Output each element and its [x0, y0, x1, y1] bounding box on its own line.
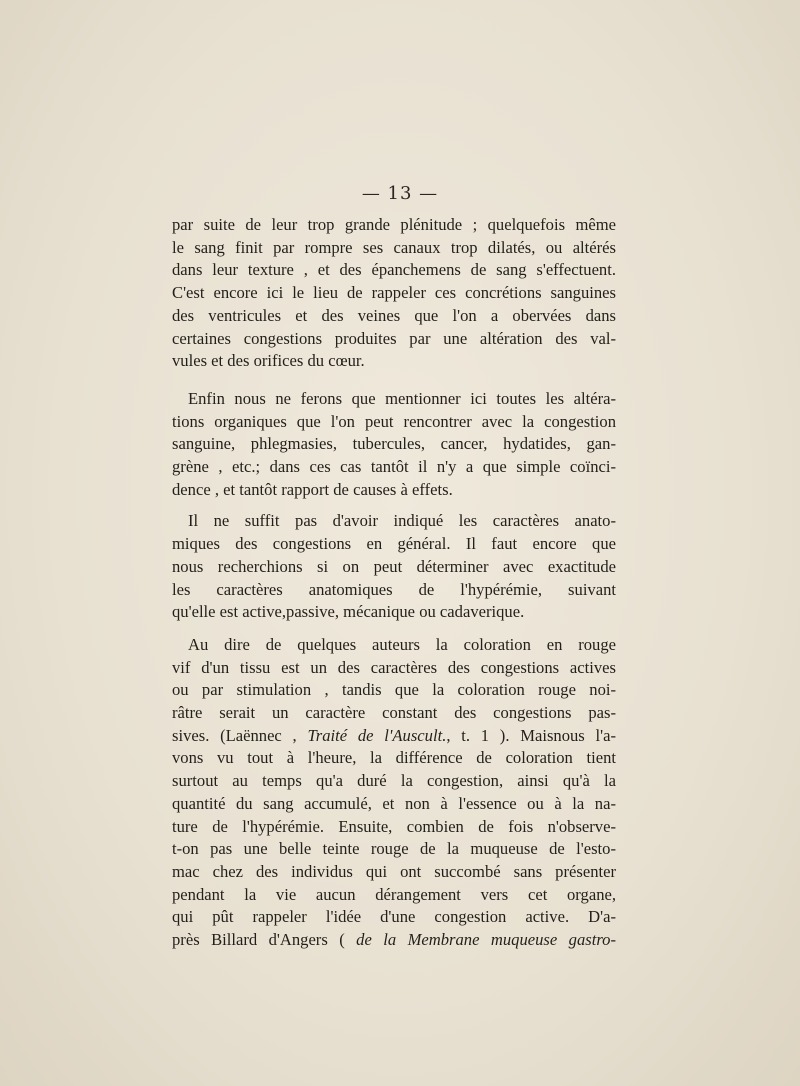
- paragraph-4: [172, 634, 616, 952]
- text-line: des ventricules et des veines que l'on a obervées dans: [172, 305, 616, 325]
- text-line: par suite de leur trop grande plénitude ; quelquefois même: [172, 215, 616, 234]
- text-line: Il ne suffit pas d'avoir indiqué les caractères anato-: [188, 511, 616, 531]
- text-line: dans leur texture , et des épanchemens de sang s'effectuent.: [172, 260, 616, 280]
- text-line: Enfin nous ne ferons que mentionner ici toutes les altéra-: [188, 388, 616, 408]
- text-line: vons vu tout à l'heure, la différence de coloration tient: [172, 748, 616, 768]
- text-line: sanguine, phlegmasies, tubercules, cancer, hydatides, gan-: [172, 434, 616, 454]
- text-line: miques des congestions en général. Il faut encore que: [172, 534, 616, 554]
- text-line: [172, 725, 616, 748]
- text-line: ou par stimulation , tandis que la coloration rouge noi-: [172, 680, 616, 700]
- text-fragment: sives. (Laënnec ,: [172, 725, 308, 745]
- text-line: grène , etc.; dans ces cas tantôt il n'y a que simple coïnci-: [172, 457, 616, 477]
- text-line: vif d'un tissu est un des caractères des congestions actives: [172, 657, 616, 677]
- text-line: vules et des orifices du cœur.: [172, 351, 365, 371]
- text-fragment: , t. 1 ). Maisnous l'a-: [446, 725, 616, 745]
- page-number: — 13 —: [361, 183, 439, 204]
- text-line: Au dire de quelques auteurs la coloration en rouge: [188, 634, 616, 654]
- text-line: t-on pas une belle teinte rouge de la muqueuse de l'esto-: [172, 839, 616, 859]
- text-line: pendant la vie aucun dérangement vers cet organe,: [172, 884, 616, 904]
- text-line: surtout au temps qu'a duré la congestion, ainsi qu'à la: [172, 771, 616, 791]
- text-fragment: près Billard d'Angers (: [172, 930, 357, 950]
- text-line: qui pût rappeler l'idée d'une congestion active. D'a-: [172, 907, 616, 927]
- italic-title: Traité de l'Auscult.: [307, 725, 447, 745]
- text-line: le sang finit par rompre ses canaux trop dilatés, ou altérés: [172, 237, 616, 257]
- text-line: certaines congestions produites par une altération des val-: [172, 328, 616, 348]
- text-line: les caractères anatomiques de l'hypérémie, suivant: [172, 579, 616, 599]
- paragraph-2: [172, 388, 616, 502]
- text-line: ture de l'hypérémie. Ensuite, combien de fois n'observe-: [172, 816, 616, 836]
- paragraph-3: [172, 510, 616, 624]
- italic-title: de la Membrane muqueuse gastro-: [356, 930, 616, 950]
- text-line: râtre serait un caractère constant des congestions pas-: [172, 703, 616, 723]
- text-line: mac chez des individus qui ont succombé sans présenter: [172, 861, 616, 881]
- text-line: C'est encore ici le lieu de rappeler ces concrétions sanguines: [172, 283, 616, 303]
- text-line: dence , et tantôt rapport de causes à effets.: [172, 479, 453, 499]
- text-line: tions organiques que l'on peut rencontrer avec la congestion: [172, 411, 616, 431]
- text-line: quantité du sang accumulé, et non à l'essence ou à la na-: [172, 793, 616, 813]
- body-text: [172, 214, 616, 952]
- text-line: qu'elle est active,passive, mécanique ou cadaverique.: [172, 602, 525, 622]
- paragraph-1: [172, 214, 616, 373]
- text-line: nous recherchions si on peut déterminer avec exactitude: [172, 556, 616, 576]
- text-line: [172, 929, 616, 952]
